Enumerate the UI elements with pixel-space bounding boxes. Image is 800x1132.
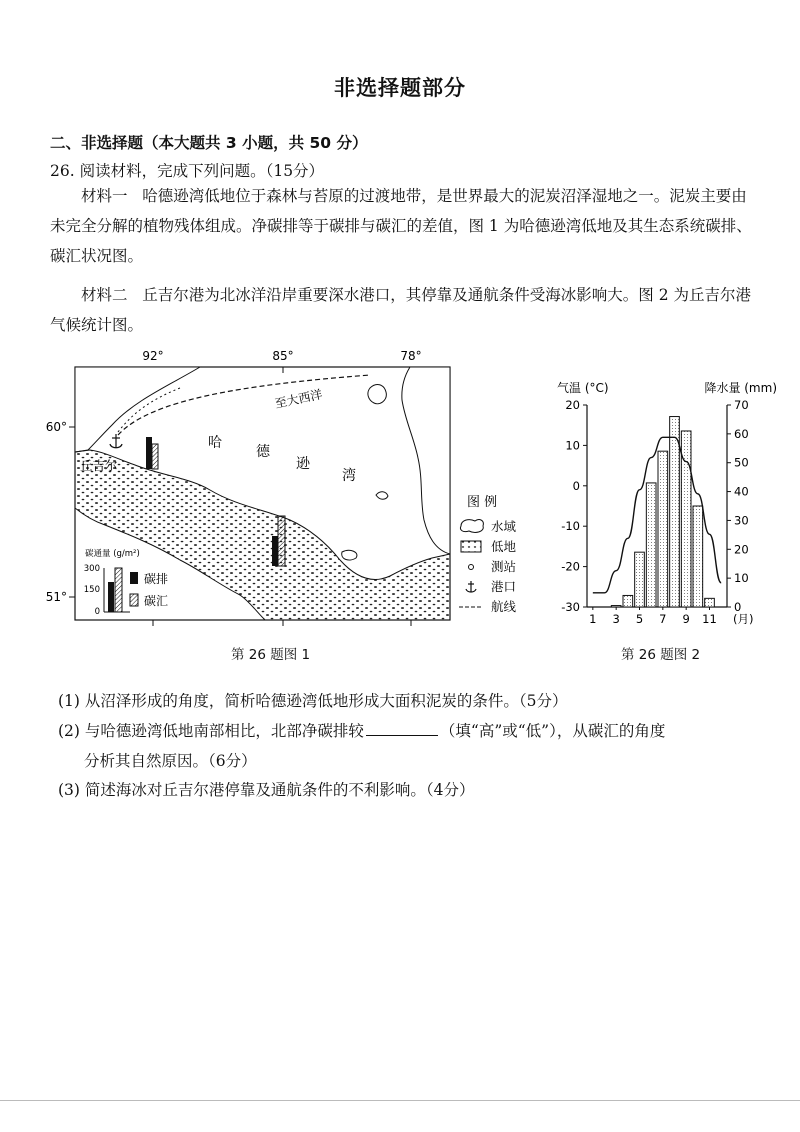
y-left-tick-label: 20: [565, 398, 580, 412]
inset-emission-label: 碳排: [144, 572, 169, 586]
y-left-tick-label: -30: [561, 600, 580, 614]
bay-label-1: 哈: [208, 435, 222, 451]
precipitation-bar: [705, 598, 715, 607]
inset-emission-swatch: [130, 572, 138, 584]
inset-sink-label: 碳汇: [144, 594, 169, 608]
y-left-tick-label: -10: [561, 519, 580, 534]
legend-lowland: 低地: [491, 539, 517, 554]
inset-emission-bar: [108, 582, 114, 612]
figure-2-climate-chart: [545, 370, 785, 632]
lowland-icon: [461, 541, 481, 552]
y-right-tick-label: 30: [734, 513, 749, 528]
material-two-text: 丘吉尔港为北冰洋沿岸重要深水港口，其停靠及通航条件受海冰影响大。图 2 为丘吉尔港气候统计图。: [50, 286, 752, 334]
lon-label-92: 92°: [142, 349, 164, 363]
question-2-text-before: (2) 与哈德逊湾低地南部相比，北部净碳排较: [58, 722, 364, 740]
y-right-tick-label: 20: [734, 542, 749, 557]
legend-water: 水域: [491, 519, 517, 534]
section-heading: 二、非选择题（本大题共 3 小题，共 50 分）: [50, 134, 368, 152]
x-tick-label: 5: [635, 612, 644, 626]
route-label: 至大西洋: [273, 387, 324, 411]
port-label: 丘吉尔: [80, 458, 118, 473]
precipitation-bar: [693, 506, 703, 607]
page-title: 非选择题部分: [334, 76, 466, 100]
x-unit-label: (月): [733, 612, 754, 626]
question-1: (1) 从沼泽形成的角度，简析哈德逊湾低地形成大面积泥炭的条件。（5分）: [58, 692, 568, 710]
figure-1-map: [40, 340, 460, 640]
page-bottom-rule: [0, 1100, 800, 1101]
y-right-label: 降水量 (mm): [704, 381, 777, 395]
precipitation-bar: [658, 451, 668, 607]
y-right-tick-label: 60: [734, 426, 749, 441]
material-one: [50, 181, 760, 271]
y-right-tick-label: 10: [734, 571, 749, 586]
y-right-tick-label: 40: [734, 484, 749, 499]
precipitation-bar: [646, 483, 656, 607]
legend-title: 图 例: [467, 495, 498, 510]
lon-label-85: 85°: [272, 349, 294, 363]
legend-route: 航线: [491, 599, 517, 614]
lon-label-78: 78°: [400, 349, 422, 363]
port-anchor-icon: [466, 581, 476, 592]
bay-label-3: 逊: [296, 456, 310, 472]
material-one-label: 材料一: [81, 187, 128, 205]
bay-label-4: 湾: [342, 468, 356, 484]
x-tick-label: 1: [589, 612, 597, 626]
precipitation-bar: [611, 606, 621, 607]
inset-title: 碳通量 (g/m²): [85, 549, 140, 559]
station-icon: [469, 565, 474, 570]
question-2: [58, 719, 665, 741]
south-emission-bar: [272, 536, 278, 566]
answer-blank[interactable]: [366, 719, 438, 736]
water-icon: [460, 520, 483, 533]
x-tick-label: 9: [682, 612, 690, 626]
question-2-line-2: 分析其自然原因。（6分）: [84, 752, 257, 770]
x-tick-label: 11: [702, 612, 717, 626]
y-right-tick-label: 50: [734, 455, 749, 470]
x-tick-label: 3: [612, 612, 620, 626]
material-two-label: 材料二: [81, 286, 128, 304]
inset-tick-300: 300: [83, 564, 100, 574]
question-3: (3) 简述海冰对丘吉尔港停靠及通航条件的不利影响。（4分）: [58, 781, 475, 799]
north-sink-bar: [152, 444, 158, 469]
bay-label-2: 德: [256, 444, 270, 460]
lat-label-51: 51°: [45, 590, 67, 604]
north-emission-bar: [146, 437, 152, 469]
y-left-tick-label: 0: [572, 478, 580, 493]
lat-label-60: 60°: [45, 420, 67, 434]
question-heading: 26. 阅读材料，完成下列问题。（15分）: [50, 162, 325, 180]
y-left-tick-label: 10: [565, 438, 580, 453]
south-sink-bar: [278, 516, 285, 566]
figure-1-caption: 第 26 题图 1: [231, 647, 311, 663]
material-two: [50, 280, 760, 340]
material-one-text: 哈德逊湾低地位于森林与苔原的过渡地带，是世界最大的泥炭沼泽湿地之一。泥炭主要由未完全分解的植物残体组成。净碳排等于碳排与碳汇的差值，图 1 为哈德逊湾低地及其生态系统碳排、碳汇状况图。: [50, 187, 752, 265]
x-tick-label: 7: [659, 612, 667, 626]
figure-2-caption: 第 26 题图 2: [621, 647, 701, 663]
y-left-label: 气温 (°C): [557, 381, 609, 395]
precipitation-bar: [635, 552, 645, 607]
inset-tick-0: 0: [94, 607, 100, 617]
precipitation-bar: [670, 417, 680, 607]
y-right-tick-label: 70: [734, 398, 749, 412]
y-left-tick-label: -20: [561, 559, 580, 574]
precipitation-bar: [623, 595, 633, 607]
question-2-text-after: （填“高”或“低”），从碳汇的角度: [439, 722, 666, 740]
inset-tick-150: 150: [83, 585, 100, 595]
map-legend: [455, 490, 535, 625]
inset-sink-swatch: [130, 594, 138, 606]
legend-port: 港口: [491, 579, 517, 594]
y-right-tick-label: 0: [734, 600, 742, 614]
legend-station: 测站: [491, 559, 517, 574]
inset-sink-bar: [115, 568, 122, 612]
